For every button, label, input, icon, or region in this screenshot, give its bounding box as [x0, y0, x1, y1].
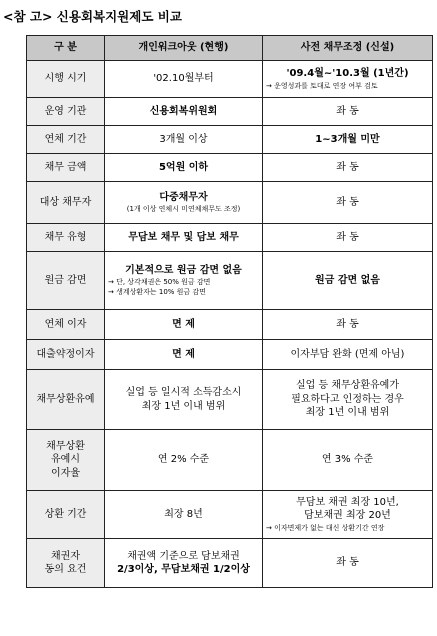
- note-text: → 이자면제가 없는 대신 상환기간 연장: [266, 523, 385, 532]
- current-system-cell: [105, 491, 263, 539]
- row-label-line: 원금 감면: [44, 274, 87, 286]
- row-label-line: 이자율: [51, 467, 80, 479]
- row-label-line: 채권자: [51, 550, 80, 562]
- cell-text: 좌 동: [336, 557, 359, 569]
- new-system-cell: [263, 370, 433, 430]
- cell-text: 무담보 채권 최장 10년,: [296, 496, 399, 508]
- current-system-cell: [105, 61, 263, 98]
- cell-text: '09.4월~'10.3월 (1년간): [286, 68, 409, 80]
- cell-text: 좌 동: [336, 161, 359, 173]
- new-system-cell: [263, 430, 433, 491]
- table-row: [27, 98, 433, 126]
- note-text: → 생계상환자는 10% 원금 감면: [108, 288, 206, 297]
- new-system-cell: [263, 252, 433, 310]
- row-label: [27, 61, 105, 98]
- cell-text: 5억원 이하: [158, 161, 209, 173]
- table-row: [27, 370, 433, 430]
- cell-text: 원금 감면 없음: [315, 274, 380, 286]
- cell-text: 담보채권 최장 20년: [304, 510, 391, 522]
- cell-text: 면 제: [172, 348, 195, 360]
- new-system-cell: [263, 224, 433, 252]
- note-text: → 운영성과를 토대로 연장 여부 검토: [266, 81, 378, 90]
- table-row: [27, 340, 433, 370]
- current-system-cell: [105, 370, 263, 430]
- page-title: <참 고> 신용회복지원제도 비교: [3, 9, 182, 24]
- row-label-line: 채무 유형: [44, 231, 87, 243]
- current-system-cell: [105, 430, 263, 491]
- header-new: 사전 채무조정 (신설): [263, 36, 433, 61]
- row-label: [27, 430, 105, 491]
- current-system-cell: [105, 154, 263, 182]
- row-label: [27, 182, 105, 224]
- cell-text: 연 3% 수준: [321, 454, 374, 466]
- cell-text: 최장 1년 이내 범위: [141, 400, 226, 412]
- cell-text: 신용회복위원회: [149, 105, 218, 117]
- current-system-cell: [105, 252, 263, 310]
- current-system-cell: [105, 182, 263, 224]
- current-system-cell: [105, 310, 263, 340]
- row-label: [27, 539, 105, 588]
- cell-text: 최장 1년 이내 범위: [305, 407, 390, 419]
- row-label-line: 시행 시기: [44, 73, 87, 85]
- row-label-line: 대상 채무자: [39, 196, 92, 208]
- cell-text: '02.10월부터: [153, 73, 214, 85]
- new-system-cell: [263, 61, 433, 98]
- table-row: [27, 61, 433, 98]
- table-row: [27, 126, 433, 154]
- current-system-cell: [105, 126, 263, 154]
- table-row: [27, 430, 433, 491]
- new-system-cell: [263, 310, 433, 340]
- current-system-cell: [105, 224, 263, 252]
- row-label-line: 상환 기간: [44, 508, 87, 520]
- comparison-table: [26, 35, 433, 588]
- cell-text: 좌 동: [336, 105, 359, 117]
- cell-text: 면 제: [172, 318, 195, 330]
- table-row: [27, 154, 433, 182]
- row-label: [27, 154, 105, 182]
- current-system-cell: [105, 539, 263, 588]
- new-system-cell: [263, 491, 433, 539]
- cell-text: 다중채무자: [159, 191, 208, 203]
- table-row: [27, 539, 433, 588]
- cell-text: 3개월 이상: [159, 133, 208, 145]
- row-label: [27, 224, 105, 252]
- current-system-cell: [105, 340, 263, 370]
- row-label: [27, 491, 105, 539]
- row-label: [27, 98, 105, 126]
- row-label-line: 채무상환: [46, 440, 85, 452]
- cell-text: 기본적으로 원금 감면 없음: [125, 264, 242, 276]
- row-label-line: 유예시: [51, 454, 80, 466]
- cell-text: 좌 동: [336, 196, 359, 208]
- header-category: 구 분: [27, 36, 105, 61]
- note-text: (1개 이상 연체시 미연체채무도 조정): [126, 205, 241, 214]
- cell-text: 실업 등 채무상환유예가: [296, 380, 399, 392]
- row-label-line: 운영 기관: [44, 105, 87, 117]
- cell-text: 무담보 채무 및 담보 채무: [128, 231, 239, 243]
- table-row: [27, 224, 433, 252]
- cell-text: 채권액 기준으로 담보채권: [127, 550, 240, 562]
- new-system-cell: [263, 182, 433, 224]
- table-row: [27, 252, 433, 310]
- cell-text: 이자부담 완화 (면제 아님): [290, 348, 405, 360]
- row-label-line: 채무 금액: [44, 161, 87, 173]
- cell-text: 좌 동: [336, 318, 359, 330]
- table-row: [27, 182, 433, 224]
- cell-text: 1~3개월 미만: [315, 133, 380, 145]
- table-body: [27, 61, 433, 588]
- new-system-cell: [263, 154, 433, 182]
- row-label-line: 연체 이자: [44, 318, 87, 330]
- row-label-line: 동의 요건: [44, 564, 87, 575]
- row-label: [27, 310, 105, 340]
- row-label-line: 연체 기간: [44, 133, 87, 145]
- cell-text: 2/3이상, 무담보채권 1/2이상: [117, 564, 250, 575]
- table-row: [27, 310, 433, 340]
- row-label: [27, 340, 105, 370]
- header-current: 개인워크아웃 (현행): [105, 36, 263, 61]
- table-header-row: [27, 36, 433, 61]
- new-system-cell: [263, 340, 433, 370]
- row-label-line: 대출약정이자: [36, 348, 95, 360]
- new-system-cell: [263, 539, 433, 588]
- row-label: [27, 252, 105, 310]
- cell-text: 좌 동: [336, 231, 359, 243]
- table-row: [27, 491, 433, 539]
- current-system-cell: [105, 98, 263, 126]
- cell-text: 필요하다고 인정하는 경우: [291, 393, 404, 405]
- new-system-cell: [263, 126, 433, 154]
- row-label: [27, 126, 105, 154]
- row-label: [27, 370, 105, 430]
- row-label-line: 채무상환유예: [36, 393, 95, 405]
- cell-text: 연 2% 수준: [157, 454, 210, 466]
- new-system-cell: [263, 98, 433, 126]
- note-text: → 단, 상각채권은 50% 원금 감면: [108, 278, 211, 287]
- cell-text: 실업 등 일시적 소득감소시: [125, 387, 242, 398]
- cell-text: 최장 8년: [164, 508, 203, 520]
